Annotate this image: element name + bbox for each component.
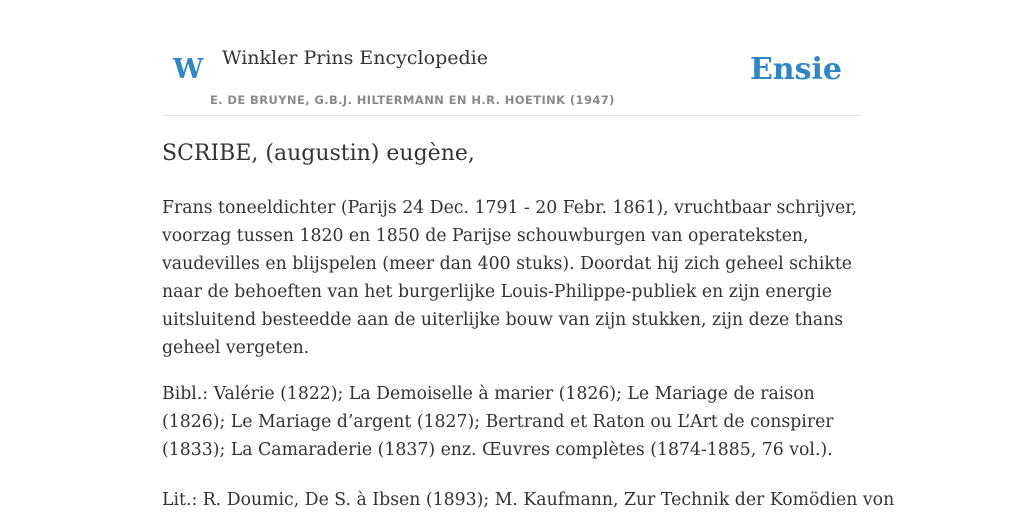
ensie-logo[interactable]: Ensie [749,52,842,87]
entry-title: SCRIBE, (augustin) eugène, [162,141,475,166]
site-header [162,40,862,116]
bibliography-paragraph: Bibl.: Valérie (1822); La Demoiselle à marier (1826); Le Mariage de raison (1826); Le Mariage d’argent (1827); Bertrand et Raton ou L’Art de conspirer (1833); La Camaraderie (1837) enz. Œuvres complètes (1874-1885, 76 vol.). [162,384,834,460]
description-paragraph: Frans toneeldichter (Parijs 24 Dec. 1791 - 20 Febr. 1861), vruchtbaar schrijver, voorzag tussen 1820 en 1850 de Parijse schouwburgen van operateksten, vaudevilles en blijspelen (meer dan 400 stuks). Doordat hij zich geheel schikte naar de behoeften van het burgerlijke Louis-Philippe-publiek en zijn energie uitsluitend besteedde aan de uiterlijke bouw van zijn stukken, zijn deze thans geheel vergeten. [162,198,858,358]
winkler-prins-logo[interactable]: W [173,54,204,85]
site-title[interactable]: Winkler Prins Encyclopedie [222,47,488,69]
article [162,136,895,512]
literature-paragraph: Lit.: R. Doumic, De S. à Ibsen (1893); M. Kaufmann, Zur Technik der Komödien von [162,490,895,510]
authors-line: E. DE BRUYNE, G.B.J. HILTERMANN EN H.R. HOETINK (1947) [210,93,615,107]
